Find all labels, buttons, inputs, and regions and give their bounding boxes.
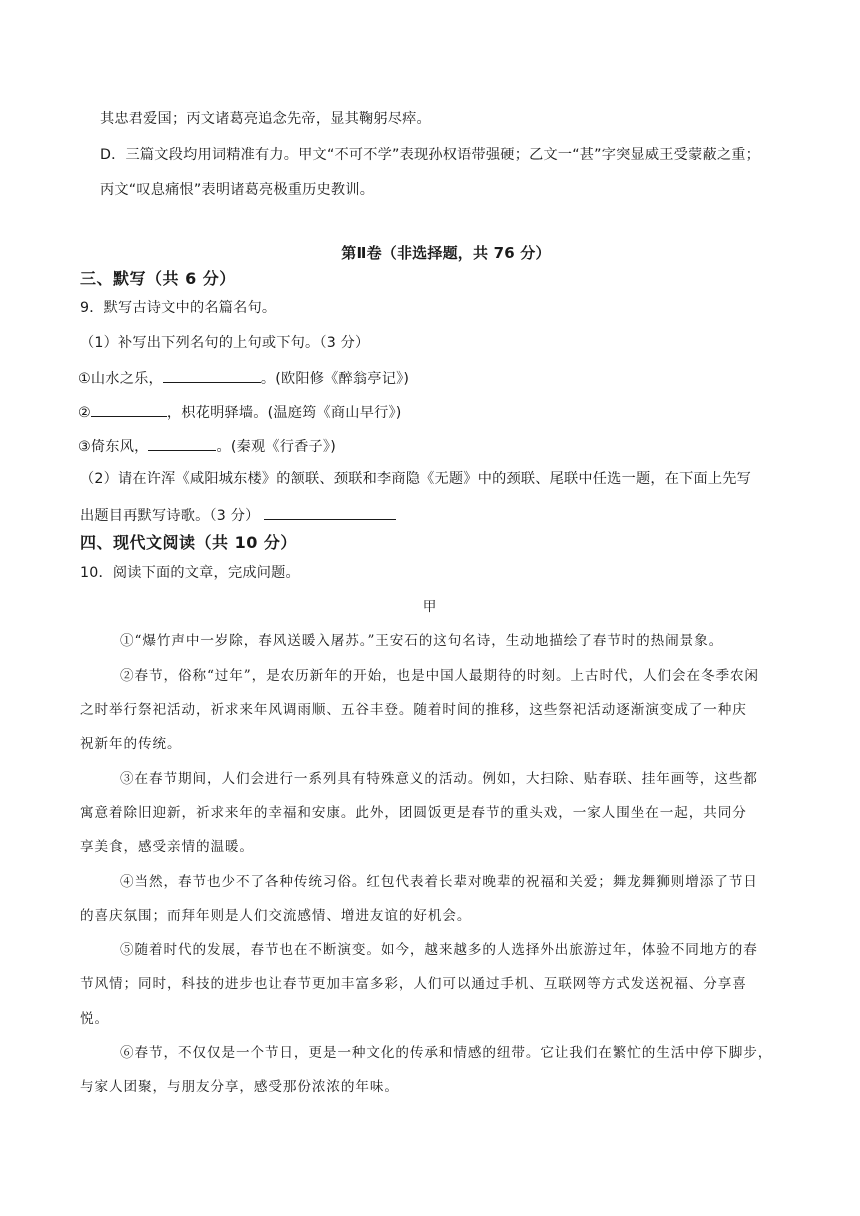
article-line: ⑥春节，不仅仅是一个节日，更是一种文化的传承和情感的纽带。它让我们在繁忙的生活中停下脚步， (120, 1045, 773, 1061)
answer-blank-4[interactable] (264, 504, 396, 520)
answer-blank-1[interactable] (163, 367, 261, 383)
q9-item3-post: 。(秦观《行香子》) (216, 439, 336, 455)
article-line: ②春节，俗称“过年”，是农历新年的开始，也是中国人最期待的时刻。上古时代，人们会在冬季农闲 (120, 668, 759, 684)
section4-title: 四、现代文阅读（共 10 分） (80, 533, 297, 552)
q9-item3-pre: ③倚东风， (78, 439, 149, 455)
part2-title: 第Ⅱ卷（非选择题，共 76 分） (341, 244, 551, 262)
q9-item2-post: ，枳花明驿墙。(温庭筠《商山早行》) (166, 405, 402, 421)
q9-item1 (78, 367, 409, 389)
article-line: ⑤随着时代的发展，春节也在不断演变。如今，越来越多的人选择外出旅游过年，体验不同地方的春 (120, 942, 758, 958)
article-line: 享美食，感受亲情的温暖。 (80, 839, 254, 855)
article-line: ①“爆竹声中一岁除，春风送暖入屠苏。”王安石的这句名诗，生动地描绘了春节时的热闹景象。 (120, 633, 724, 649)
answer-blank-3[interactable] (148, 435, 216, 451)
section3-title: 三、默写（共 6 分） (80, 269, 236, 288)
article-line: ④当然，春节也少不了各种传统习俗。红包代表着长辈对晚辈的祝福和关爱；舞龙舞狮则增添了节日 (120, 874, 758, 890)
q9-item3 (78, 435, 336, 457)
article-line: 与家人团聚，与朋友分享，感受那份浓浓的年味。 (80, 1079, 399, 1095)
option-d-line2: 丙文“叹息痛恨”表明诸葛亮极重历史教训。 (100, 182, 375, 198)
article-line: 的喜庆氛围；而拜年则是人们交流感情、增进友谊的好机会。 (80, 908, 472, 924)
option-d-line1 (100, 145, 760, 165)
article-line: 之时举行祭祀活动，祈求来年风调雨顺、五谷丰登。随着时间的推移，这些祭祀活动逐渐演变成了一种庆 (80, 702, 747, 718)
q9-1-stem: （1）补写出下列名句的上句或下句。（3 分） (80, 335, 370, 351)
q9-item1-post: 。(欧阳修《醉翁亭记》) (260, 371, 410, 387)
q9-2-line2-text: 出题目再默写诗歌。（3 分） (80, 508, 260, 524)
article-line: ③在春节期间，人们会进行一系列具有特殊意义的活动。例如，大扫除、贴春联、挂年画等，这些都 (120, 771, 758, 787)
article-line: 祝新年的传统。 (80, 736, 182, 752)
article-line: 节风情；同时，科技的进步也让春节更加丰富多彩，人们可以通过手机、互联网等方式发送祝福、分享喜 (80, 976, 747, 992)
q9-item2-pre: ② (78, 405, 91, 421)
article-line: 寓意着除旧迎新，祈求来年的幸福和安康。此外，团圆饭更是春节的重头戏，一家人围坐在一起，共同分 (80, 805, 747, 821)
answer-blank-2[interactable] (91, 401, 167, 417)
option-d-text: 三篇文段均用词精准有力。甲文“不可不学”表现孙权语带强硬；乙文一“甚”字突显威王受蒙蔽之重； (125, 147, 760, 163)
q9-stem: 9．默写古诗文中的名篇名句。 (80, 300, 277, 316)
article-line: 悦。 (80, 1011, 109, 1027)
q9-item1-pre: ①山水之乐， (78, 371, 163, 387)
q10-stem: 10．阅读下面的文章，完成问题。 (80, 565, 300, 581)
article-title: 甲 (422, 599, 438, 615)
q9-2-line1: （2）请在许浑《咸阳城东楼》的颔联、颈联和李商隐《无题》中的颈联、尾联中任选一题，在下面上先写 (80, 471, 752, 487)
option-d-label: D． (100, 147, 126, 163)
q9-2-line2 (80, 504, 396, 526)
q9-item2 (78, 401, 402, 423)
option-c-tail: 其忠君爱国；丙文诸葛亮追念先帝，显其鞠躬尽瘁。 (100, 111, 431, 127)
